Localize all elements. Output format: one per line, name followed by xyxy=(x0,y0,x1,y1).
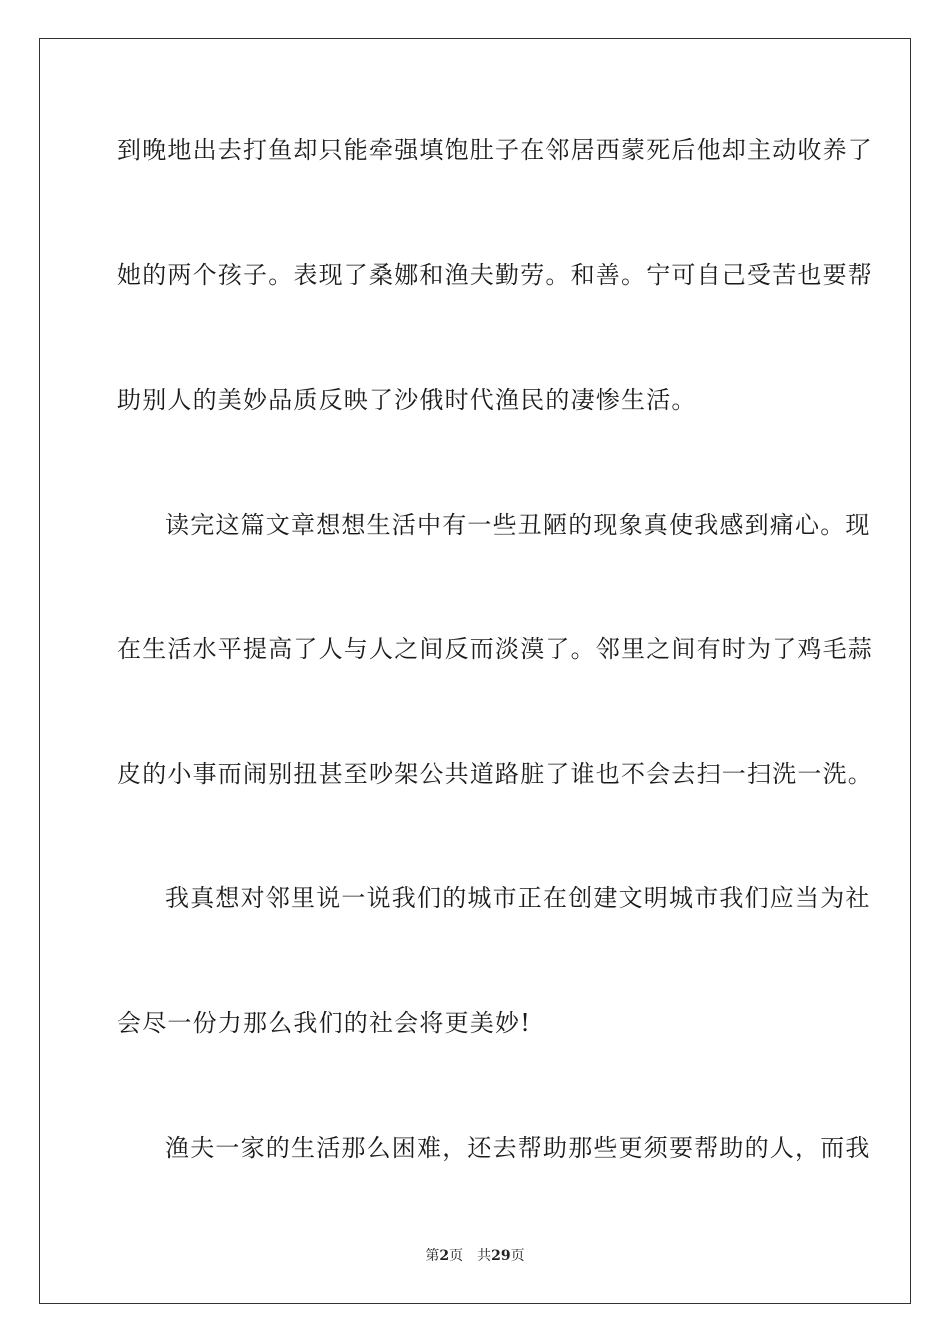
text-line: 助别人的美妙品质反映了沙俄时代渔民的凄惨生活。 xyxy=(117,386,697,414)
total-suffix: 页 xyxy=(510,1248,525,1264)
page-suffix: 页 xyxy=(449,1248,464,1264)
text-line: 会尽一份力那么我们的社会将更美妙! xyxy=(117,1009,532,1037)
text-line: 皮的小事而闹别扭甚至吵架公共道路脏了谁也不会去扫一扫洗一洗。 xyxy=(117,760,873,788)
text-line: 到晚地出去打鱼却只能牵强填饱肚子在邻居西蒙死后他却主动收养了 xyxy=(117,136,873,164)
paragraph-first-line: 读完这篇文章想想生活中有一些丑陋的现象真使我感到痛心。现 xyxy=(165,511,871,539)
paragraph-first-line: 渔夫一家的生活那么困难，还去帮助那些更须要帮助的人，而我 xyxy=(165,1134,871,1162)
total-prefix: 共 xyxy=(477,1248,492,1264)
paragraph-first-line: 我真想对邻里说一说我们的城市正在创建文明城市我们应当为社 xyxy=(165,884,871,912)
page-footer xyxy=(0,1247,950,1265)
page-border xyxy=(39,38,911,1304)
text-line: 她的两个孩子。表现了桑娜和渔夫勤劳。和善。宁可自己受苦也要帮 xyxy=(117,261,873,289)
page-prefix: 第 xyxy=(425,1248,440,1264)
text-line: 在生活水平提高了人与人之间反而淡漠了。邻里之间有时为了鸡毛蒜 xyxy=(117,635,873,663)
total-pages: 29 xyxy=(491,1248,511,1264)
page-number: 2 xyxy=(439,1248,450,1264)
